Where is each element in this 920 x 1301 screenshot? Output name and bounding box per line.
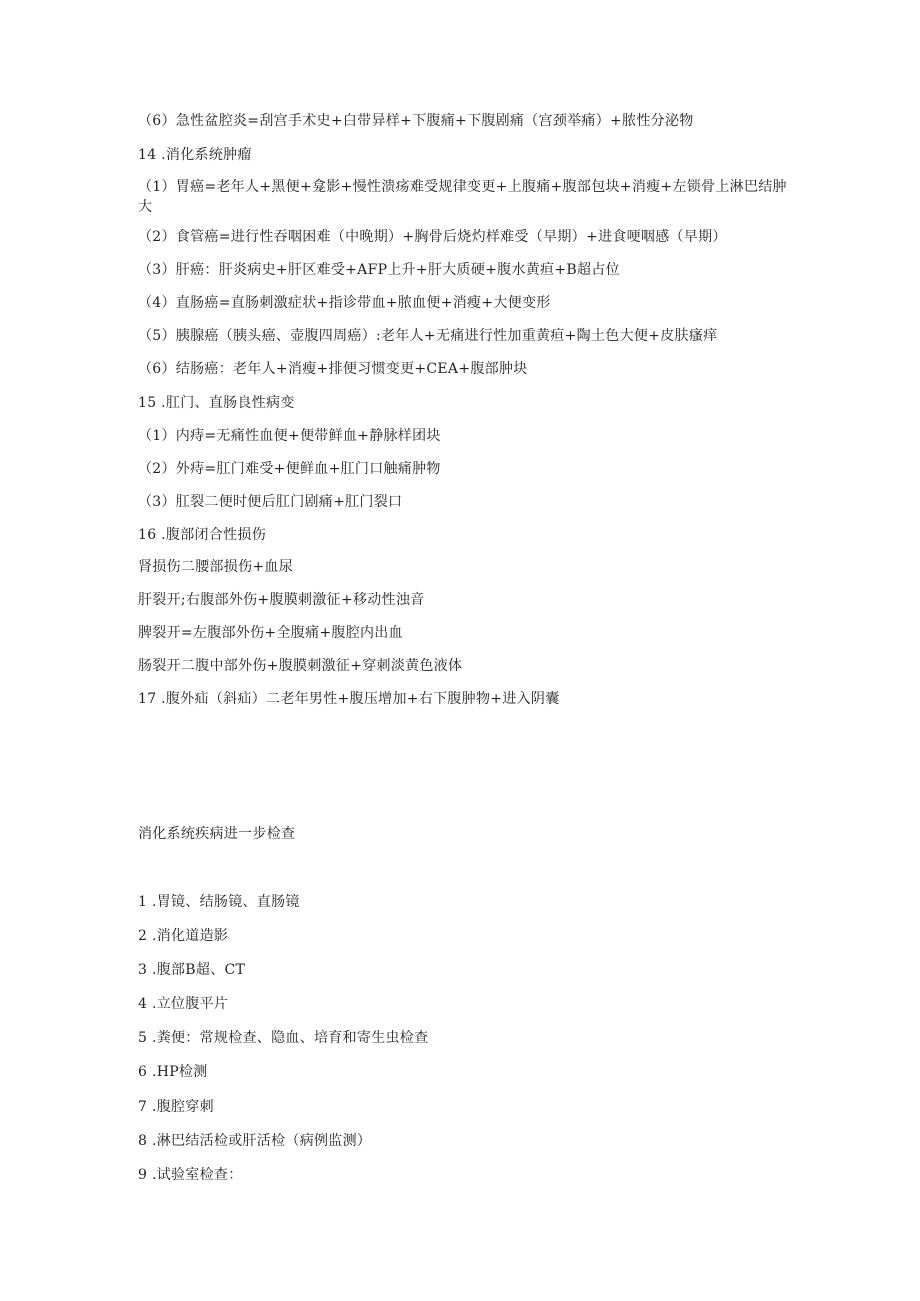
- list-item: 3 .腹部B超、CT: [138, 962, 246, 978]
- list-item: 脾裂开=左腹部外伤+全腹痛+腹腔内出血: [138, 625, 403, 641]
- list-item: （3）肝癌：肝炎病史+肝区难受+AFP上升+肝大质硬+腹水黄疸+B超占位: [138, 262, 620, 278]
- list-item: 5 .粪便：常规检查、隐血、培育和寄生虫检查: [138, 1030, 429, 1046]
- list-item: 9 .试验室检查：: [138, 1167, 243, 1183]
- list-item: （5）胰腺癌（胰头癌、壶腹四周癌）:老年人+无痛进行性加重黄疸+陶土色大便+皮肤瘙痒: [138, 328, 718, 344]
- list-item: （3）肛裂二便时便后肛门剧痛+肛门裂口: [138, 494, 403, 510]
- list-item: （1）胃癌=老年人+黑便+龛影+慢性溃疡难受规律变更+上腹痛+腹部包块+消瘦+左锁骨上淋巴结肿大: [138, 179, 787, 215]
- heading-hernia: 17 .腹外疝（斜疝）二老年男性+腹压增加+右下腹肿物+进入阴囊: [138, 691, 560, 707]
- list-item: 肾损伤二腰部损伤+血尿: [138, 559, 294, 575]
- list-item: 1 .胃镜、结肠镜、直肠镜: [138, 894, 300, 910]
- list-item: 4 .立位腹平片: [138, 996, 229, 1012]
- list-item: （2）食管癌=进行性吞咽困难（中晚期）+胸骨后烧灼样难受（早期）+进食哽咽感（早期）: [138, 229, 727, 245]
- heading-abdominal-injury: 16 .腹部闭合性损伤: [138, 527, 267, 543]
- list-item: 6 .HP检测: [138, 1064, 208, 1080]
- list-item: 肠裂开二腹中部外伤+腹膜刺激征+穿刺淡黄色液体: [138, 658, 463, 674]
- heading-anorectal-benign: 15 .肛门、直肠良性病变: [138, 395, 295, 411]
- list-item: 7 .腹腔穿刺: [138, 1099, 214, 1115]
- pelvic-inflammation-line: （6）急性盆腔炎=刮宫手术史+白带异样+下腹痛+下腹剧痛（宫颈举痛）+脓性分泌物: [138, 113, 694, 129]
- section-title: 消化系统疾病进一步检查: [138, 826, 296, 842]
- list-item: （4）直肠癌=直肠刺激症状+指诊带血+脓血便+消瘦+大便变形: [138, 295, 551, 311]
- list-item: 肝裂开;右腹部外伤+腹膜刺激征+移动性浊音: [138, 592, 425, 608]
- list-item: （1）内痔=无痛性血便+便带鲜血+静脉样团块: [138, 428, 441, 444]
- list-item: （6）结肠癌：老年人+消瘦+排便习惯变更+CEA+腹部肿块: [138, 361, 528, 377]
- heading-digestive-tumors: 14 .消化系统肿瘤: [138, 147, 252, 163]
- list-item: 8 .淋巴结活检或肝活检（病例监测）: [138, 1133, 372, 1149]
- list-item: 2 .消化道造影: [138, 928, 229, 944]
- list-item: （2）外痔=肛门难受+便鲜血+肛门口触痛肿物: [138, 461, 441, 477]
